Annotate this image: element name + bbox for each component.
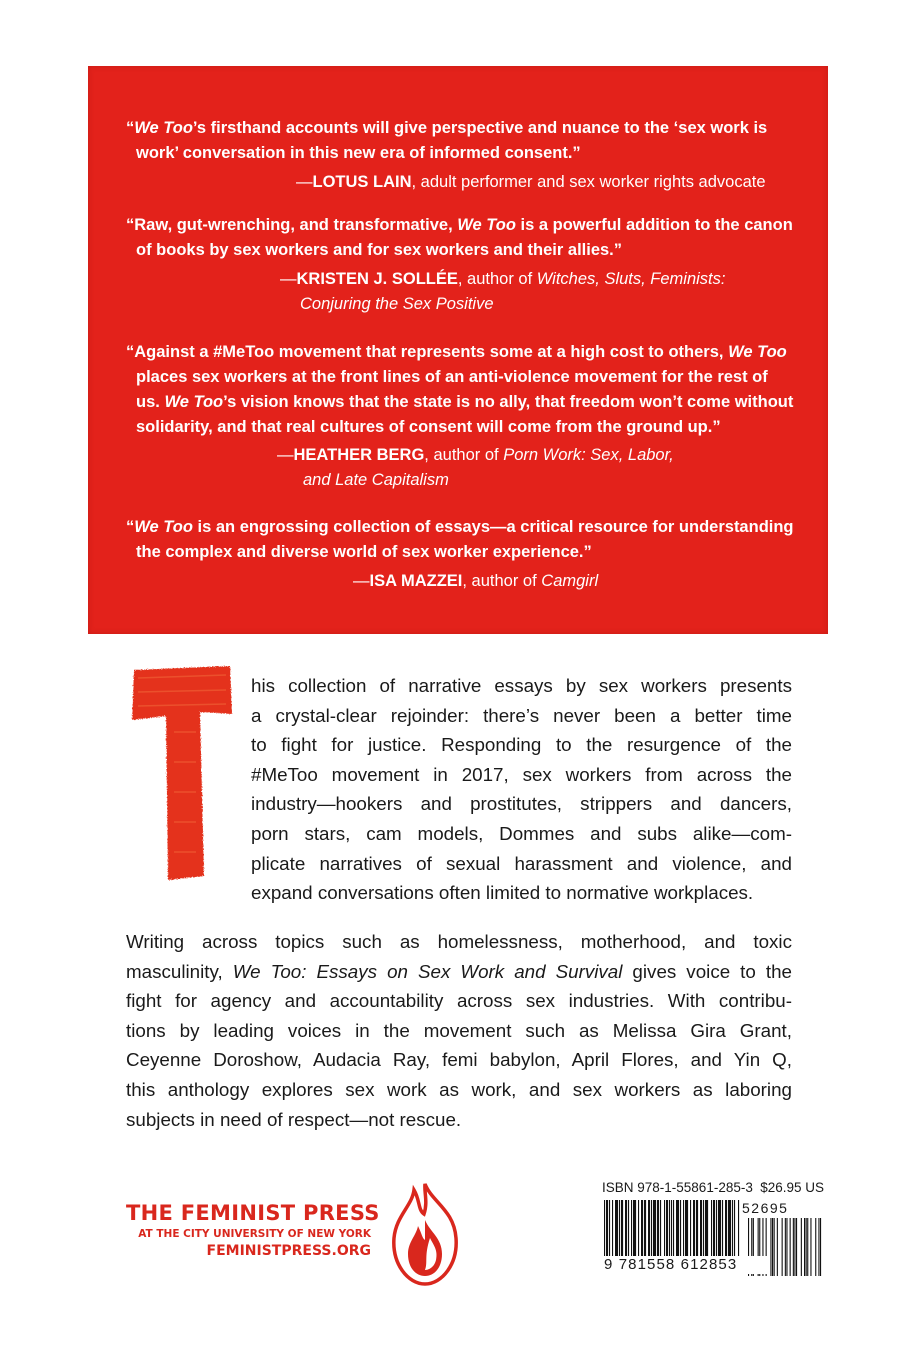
paragraph-line: porn stars, cam models, Dommes and subs alike—com- bbox=[251, 822, 792, 844]
attribution-work-continued: and Late Capitalism bbox=[303, 471, 449, 489]
isbn-label: ISBN 978-1-55861-285-3 bbox=[602, 1180, 753, 1195]
quote-line: places sex workers at the front lines of an anti-violence movement for the rest of bbox=[136, 368, 768, 386]
publisher-name: THE FEMINIST PRESS bbox=[126, 1201, 380, 1225]
publisher-subtitle: AT THE CITY UNIVERSITY OF NEW YORK bbox=[138, 1228, 371, 1240]
title-italic: We Too bbox=[457, 216, 516, 234]
blurb-attribution-3 bbox=[277, 443, 674, 493]
paragraph-line: Writing across topics such as homelessness, motherhood, and toxic bbox=[126, 931, 792, 952]
attribution-work: Camgirl bbox=[541, 572, 599, 590]
quote-line: “We Too’s firsthand accounts will give perspective and nuance to the ‘sex work is bbox=[126, 119, 768, 137]
publisher-block bbox=[126, 1200, 380, 1260]
paragraph-line: a crystal-clear rejoinder: there’s never been a better time bbox=[251, 704, 792, 726]
publisher-url: FEMINISTPRESS.ORG bbox=[206, 1243, 371, 1259]
blurb-quote-1 bbox=[126, 116, 796, 166]
attribution-name: KRISTEN J. SOLLÉE bbox=[296, 270, 458, 288]
paragraph-line: to fight for justice. Responding to the resurgence of the bbox=[251, 734, 792, 756]
attribution-line: —LOTUS LAIN, adult performer and sex worker rights advocate bbox=[296, 173, 766, 191]
attribution-line: —ISA MAZZEI, author of Camgirl bbox=[353, 572, 599, 590]
flame-logo-icon bbox=[384, 1180, 466, 1288]
paragraph-line: subjects in need of respect—not rescue. bbox=[126, 1108, 462, 1130]
blurb-quote-2 bbox=[126, 213, 796, 263]
title-italic: We Too bbox=[134, 518, 193, 536]
quote-line: the complex and diverse world of sex worker experience.” bbox=[136, 543, 592, 561]
quote-line: “We Too is an engrossing collection of essays—a critical resource for understanding bbox=[126, 518, 794, 536]
paragraph-line: Ceyenne Doroshow, Audacia Ray, femi babylon, April Flores, and Yin Q, bbox=[126, 1049, 792, 1071]
barcode-addon-digits: 52695 bbox=[742, 1200, 789, 1216]
description-paragraph-1 bbox=[251, 671, 792, 908]
blurb-attribution-2 bbox=[280, 267, 725, 317]
paragraph-line: masculinity, We Too: Essays on Sex Work and Survival gives voice to the bbox=[126, 960, 792, 982]
blurb-quote-4 bbox=[126, 515, 796, 565]
paragraph-line: expand conversations often limited to normative workplaces. bbox=[251, 882, 754, 904]
paragraph-line: his collection of narrative essays by sex workers presents bbox=[251, 675, 792, 696]
title-italic: We Too bbox=[164, 393, 224, 411]
quote-line: solidarity, and that real cultures of consent will come from the ground up.” bbox=[136, 418, 721, 436]
attribution-work: Witches, Sluts, Feminists: bbox=[536, 270, 726, 288]
paragraph-line: #MeToo movement in 2017, sex workers from across the bbox=[251, 763, 792, 785]
title-italic: We Too: Essays on Sex Work and Survival bbox=[232, 960, 623, 982]
attribution-work: Porn Work: Sex, Labor, bbox=[503, 446, 674, 464]
barcode-digits: 9 781558 612853 bbox=[604, 1256, 769, 1274]
attribution-line: —HEATHER BERG, author of Porn Work: Sex, Labor, bbox=[277, 446, 674, 464]
attribution-name: HEATHER BERG bbox=[293, 446, 425, 464]
blurb-attribution-1 bbox=[296, 170, 766, 195]
blurb-attribution-4 bbox=[353, 569, 598, 594]
paragraph-line: tions by leading voices in the movement such as Melissa Gira Grant, bbox=[126, 1019, 792, 1041]
paragraph-line: industry—hookers and prostitutes, strippers and dancers, bbox=[251, 793, 792, 815]
drop-cap-t bbox=[128, 662, 234, 884]
attribution-line: —KRISTEN J. SOLLÉE, author of Witches, Sluts, Feminists: bbox=[280, 270, 726, 288]
attribution-name: LOTUS LAIN bbox=[312, 173, 412, 191]
quote-line: “Against a #MeToo movement that represents some at a high cost to others, We Too bbox=[126, 343, 787, 361]
title-italic: We Too bbox=[134, 119, 193, 137]
isbn-line bbox=[602, 1180, 824, 1196]
attribution-work-continued: Conjuring the Sex Positive bbox=[300, 295, 494, 313]
attribution-name: ISA MAZZEI bbox=[369, 572, 463, 590]
title-italic: We Too bbox=[728, 343, 787, 361]
quote-line: of books by sex workers and for sex workers and their allies.” bbox=[136, 241, 623, 259]
paragraph-line: fight for agency and accountability across sex industries. With contribu- bbox=[126, 990, 792, 1012]
quote-line: work’ conversation in this new era of informed consent.” bbox=[136, 144, 581, 162]
price-label: $26.95 US bbox=[760, 1180, 824, 1195]
quote-line: “Raw, gut-wrenching, and transformative, We Too is a powerful addition to the canon bbox=[126, 216, 793, 234]
description-paragraph-2 bbox=[126, 927, 792, 1134]
paragraph-line: this anthology explores sex work as work, and sex workers as laboring bbox=[126, 1078, 792, 1100]
paragraph-line: plicate narratives of sexual harassment and violence, and bbox=[251, 852, 792, 874]
quote-line: us. We Too’s vision knows that the state is no ally, that freedom won’t come without bbox=[136, 393, 794, 411]
blurb-quote-3 bbox=[126, 340, 796, 440]
